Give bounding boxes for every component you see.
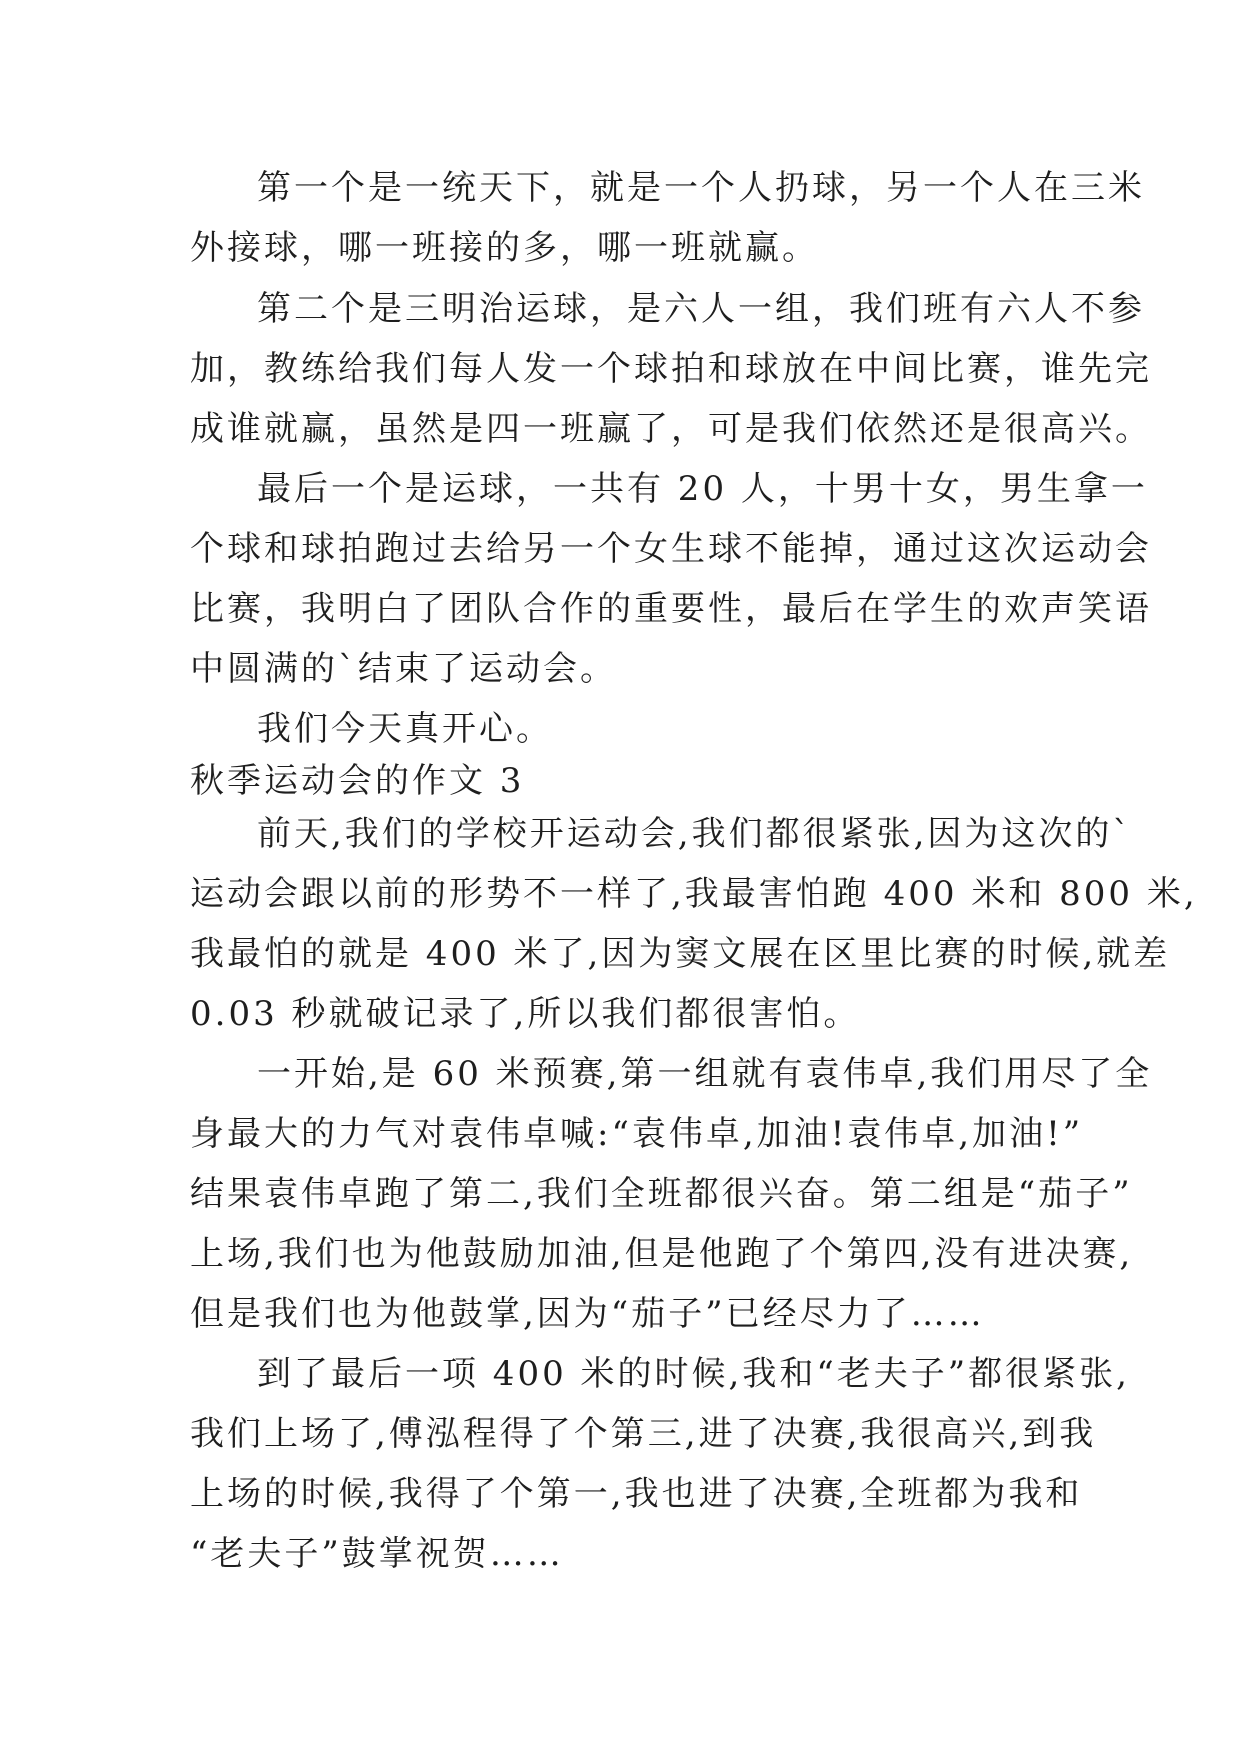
text-line: 中圆满的`结束了运动会。 (190, 649, 617, 689)
text-line: 上场的时候,我得了个第一,我也进了决赛,全班都为我和 (190, 1474, 1083, 1514)
text-line: 第二个是三明治运球，是六人一组，我们班有六人不参 (257, 289, 1145, 329)
text-line: 0.03 秒就破记录了,所以我们都很害怕。 (190, 994, 861, 1034)
text-line: 但是我们也为他鼓掌,因为“茄子”已经尽力了…… (190, 1294, 985, 1334)
text-line: 成谁就赢，虽然是四一班赢了，可是我们依然还是很高兴。 (190, 409, 1152, 449)
text-line: 到了最后一项 400 米的时候,我和“老夫子”都很紧张, (257, 1354, 1130, 1394)
text-line: 个球和球拍跑过去给另一个女生球不能掉，通过这次运动会 (190, 529, 1152, 569)
text-line: 我们今天真开心。 (257, 709, 553, 749)
text-line: 运动会跟以前的形势不一样了,我最害怕跑 400 米和 800 米, (190, 874, 1198, 914)
text-line: 比赛，我明白了团队合作的重要性，最后在学生的欢声笑语 (190, 589, 1152, 629)
text-line: “老夫子”鼓掌祝贺…… (190, 1534, 564, 1574)
text-line: 结果袁伟卓跑了第二,我们全班都很兴奋。第二组是“茄子” (190, 1174, 1133, 1214)
text-line: 最后一个是运球，一共有 20 人，十男十女，男生拿一 (257, 469, 1148, 509)
text-line: 一开始,是 60 米预赛,第一组就有袁伟卓,我们用尽了全 (257, 1054, 1153, 1094)
text-line: 加，教练给我们每人发一个球拍和球放在中间比赛，谁先完 (190, 349, 1152, 389)
text-line: 我们上场了,傅泓程得了个第三,进了决赛,我很高兴,到我 (190, 1414, 1097, 1454)
text-line: 身最大的力气对袁伟卓喊:“袁伟卓,加油!袁伟卓,加油!” (190, 1114, 1084, 1154)
text-line: 上场,我们也为他鼓励加油,但是他跑了个第四,没有进决赛, (190, 1234, 1134, 1274)
section-title: 秋季运动会的作文 3 (190, 761, 525, 801)
text-line: 我最怕的就是 400 米了,因为窦文展在区里比赛的时候,就差 (190, 934, 1171, 974)
text-line: 第一个是一统天下，就是一个人扔球，另一个人在三米 (257, 168, 1145, 208)
text-line: 前天,我们的学校开运动会,我们都很紧张,因为这次的` (257, 814, 1133, 854)
text-line: 外接球，哪一班接的多，哪一班就赢。 (190, 228, 819, 268)
